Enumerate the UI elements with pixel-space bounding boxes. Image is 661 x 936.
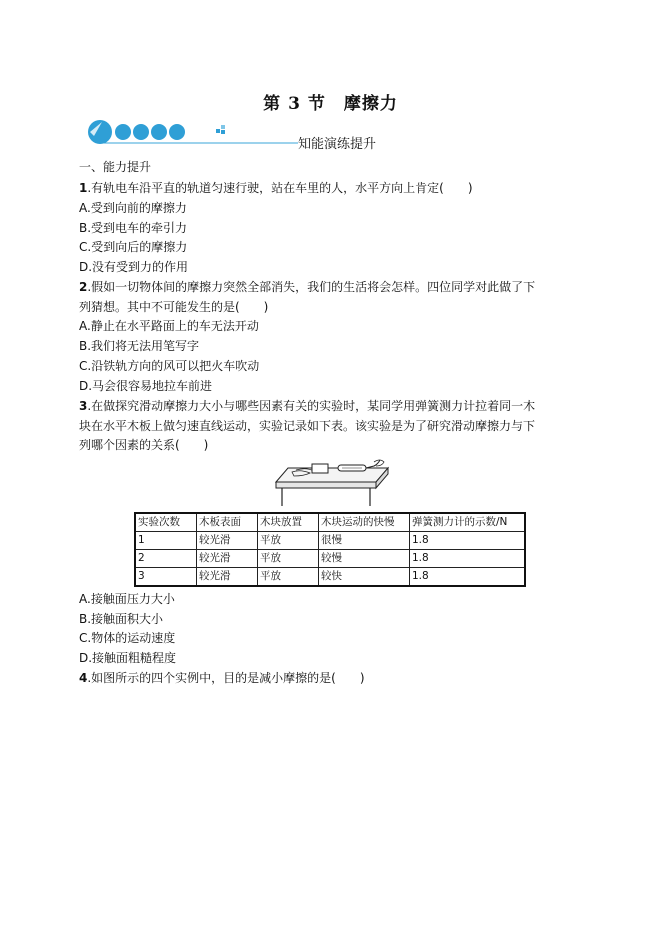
table-cell: 平放 bbox=[258, 550, 319, 568]
question-1-option-d: D.没有受到力的作用 bbox=[79, 260, 189, 274]
question-2-option-d: D.马会很容易地拉车前进 bbox=[79, 379, 213, 393]
question-4-line-1 bbox=[79, 670, 365, 686]
question-2-option-c: C.沿铁轨方向的风可以把火车吹动 bbox=[79, 359, 260, 373]
table-header-cell: 弹簧测力计的示数/N bbox=[410, 513, 526, 532]
table-cell: 平放 bbox=[258, 568, 319, 587]
question-3-line-3: 列哪个因素的关系( ) bbox=[79, 438, 209, 452]
question-2-line-2: 列猜想。其中不可能发生的是( ) bbox=[79, 300, 269, 314]
table-cell: 较快 bbox=[319, 568, 410, 587]
table-cell: 1.8 bbox=[410, 550, 526, 568]
question-text: .在做探究滑动摩擦力大小与哪些因素有关的实验时，某同学用弹簧测力计拉着同一木 bbox=[87, 399, 536, 413]
question-1-option-b: B.受到电车的牵引力 bbox=[79, 221, 188, 235]
table-header-cell: 木块放置 bbox=[258, 513, 319, 532]
question-1-line-1 bbox=[79, 180, 473, 196]
page-title: 第 3 节 摩擦力 bbox=[263, 94, 398, 114]
question-3-line-2: 块在水平木板上做匀速直线运动，实验记录如下表。该实验是为了研究滑动摩擦力与下 bbox=[79, 419, 536, 433]
question-text: .假如一切物体间的摩擦力突然全部消失，我们的生活将会怎样。四位同学对此做了下 bbox=[87, 280, 536, 294]
banner-label: 知能演练提升 bbox=[298, 137, 377, 152]
table-cell: 较光滑 bbox=[197, 550, 258, 568]
table-header-cell: 木板表面 bbox=[197, 513, 258, 532]
question-3-option-b: B.接触面积大小 bbox=[79, 612, 164, 626]
table-cell: 平放 bbox=[258, 532, 319, 550]
table-cell: 1 bbox=[135, 532, 197, 550]
table-cell: 较慢 bbox=[319, 550, 410, 568]
table-cell: 3 bbox=[135, 568, 197, 587]
table-cell: 较光滑 bbox=[197, 568, 258, 587]
table-header-cell: 实验次数 bbox=[135, 513, 197, 532]
question-3-option-c: C.物体的运动速度 bbox=[79, 631, 176, 645]
question-number: 2 bbox=[79, 280, 88, 294]
table-cell: 2 bbox=[135, 550, 197, 568]
table-row bbox=[135, 550, 525, 568]
table-header-row bbox=[135, 513, 525, 532]
question-2-line-1 bbox=[79, 279, 535, 295]
section-heading: 一、能力提升 bbox=[79, 160, 152, 174]
table-header-cell: 木块运动的快慢 bbox=[319, 513, 410, 532]
question-number: 1 bbox=[79, 181, 88, 195]
question-3-option-d: D.接触面粗糙程度 bbox=[79, 651, 177, 665]
table-row bbox=[135, 568, 525, 587]
question-text: .有轨电车沿平直的轨道匀速行驶，站在车里的人，水平方向上肯定( ) bbox=[87, 181, 473, 195]
table-cell: 1.8 bbox=[410, 568, 526, 587]
table-row bbox=[135, 532, 525, 550]
table-cell: 很慢 bbox=[319, 532, 410, 550]
question-number: 4 bbox=[79, 671, 88, 685]
table-cell: 1.8 bbox=[410, 532, 526, 550]
question-number: 3 bbox=[79, 399, 88, 413]
question-1-option-c: C.受到向后的摩擦力 bbox=[79, 240, 188, 254]
question-text: .如图所示的四个实例中，目的是减小摩擦的是( ) bbox=[87, 671, 365, 685]
question-2-option-b: B.我们将无法用笔写字 bbox=[79, 339, 200, 353]
table-cell: 较光滑 bbox=[197, 532, 258, 550]
question-3-line-1 bbox=[79, 398, 535, 414]
question-3-option-a: A.接触面压力大小 bbox=[79, 592, 175, 606]
experiment-apparatus-figure bbox=[270, 454, 396, 508]
question-1-option-a: A.受到向前的摩擦力 bbox=[79, 201, 187, 215]
question-2-option-a: A.静止在水平路面上的车无法开动 bbox=[79, 319, 259, 333]
experiment-record-table bbox=[134, 512, 526, 587]
